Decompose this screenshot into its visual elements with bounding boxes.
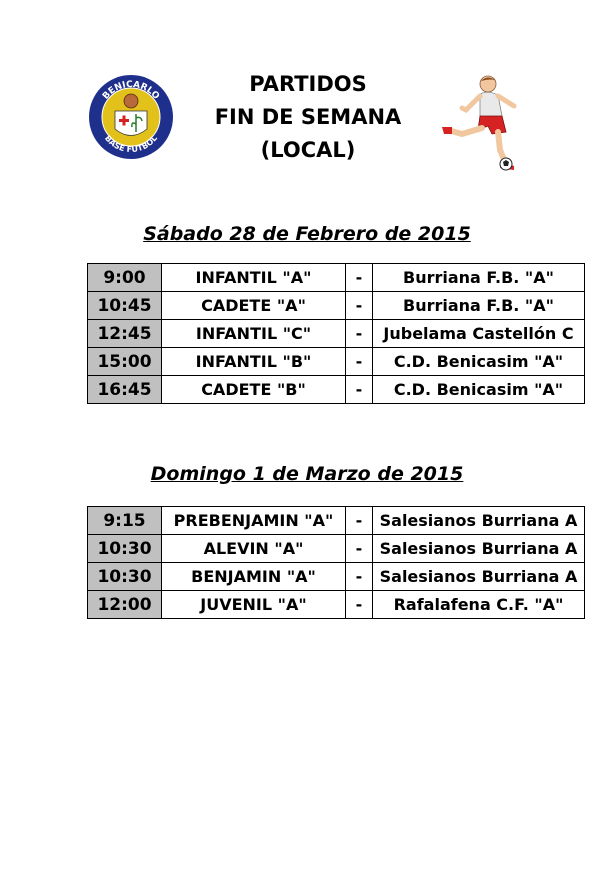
away-team: Burriana F.B. "A" [373, 264, 585, 292]
separator: - [346, 507, 373, 535]
home-team: INFANTIL "A" [162, 264, 346, 292]
home-team: PREBENJAMIN "A" [162, 507, 346, 535]
table-row [88, 535, 585, 563]
away-team: Jubelama Castellón C [373, 320, 585, 348]
match-time: 10:30 [88, 535, 162, 563]
title-line-3: (LOCAL) [260, 138, 356, 162]
soccer-player-icon [440, 72, 532, 176]
match-time: 15:00 [88, 348, 162, 376]
svg-text:BENICARLO: BENICARLO [101, 79, 161, 102]
table-row [88, 507, 585, 535]
table-row [88, 292, 585, 320]
separator: - [346, 320, 373, 348]
separator: - [346, 264, 373, 292]
match-time: 12:45 [88, 320, 162, 348]
separator: - [346, 348, 373, 376]
away-team: C.D. Benicasim "A" [373, 376, 585, 404]
separator: - [346, 591, 373, 619]
separator: - [346, 535, 373, 563]
match-time: 10:30 [88, 563, 162, 591]
svg-text:BASE FUTBOL: BASE FUTBOL [103, 133, 159, 155]
away-team: Burriana F.B. "A" [373, 292, 585, 320]
match-time: 9:15 [88, 507, 162, 535]
away-team: Salesianos Burriana A [373, 563, 585, 591]
table-row [88, 591, 585, 619]
title-line-2: FIN DE SEMANA [214, 105, 402, 129]
home-team: CADETE "A" [162, 292, 346, 320]
table-row [88, 563, 585, 591]
match-time: 12:00 [88, 591, 162, 619]
home-team: ALEVIN "A" [162, 535, 346, 563]
away-team: Rafalafena C.F. "A" [373, 591, 585, 619]
schedule-table-saturday [87, 263, 585, 404]
table-row [88, 264, 585, 292]
club-crest-icon [88, 74, 174, 160]
separator: - [346, 376, 373, 404]
table-row [88, 376, 585, 404]
home-team: INFANTIL "B" [162, 348, 346, 376]
table-row [88, 348, 585, 376]
page-title [190, 68, 426, 167]
away-team: C.D. Benicasim "A" [373, 348, 585, 376]
match-time: 9:00 [88, 264, 162, 292]
day-heading-sunday: Domingo 1 de Marzo de 2015 [150, 463, 464, 485]
table-row [88, 320, 585, 348]
match-time: 16:45 [88, 376, 162, 404]
home-team: BENJAMIN "A" [162, 563, 346, 591]
home-team: JUVENIL "A" [162, 591, 346, 619]
home-team: INFANTIL "C" [162, 320, 346, 348]
home-team: CADETE "B" [162, 376, 346, 404]
separator: - [346, 292, 373, 320]
schedule-table-sunday [87, 506, 585, 619]
title-line-1: PARTIDOS [249, 72, 367, 96]
separator: - [346, 563, 373, 591]
day-heading-saturday: Sábado 28 de Febrero de 2015 [143, 223, 471, 245]
match-time: 10:45 [88, 292, 162, 320]
away-team: Salesianos Burriana A [373, 507, 585, 535]
away-team: Salesianos Burriana A [373, 535, 585, 563]
